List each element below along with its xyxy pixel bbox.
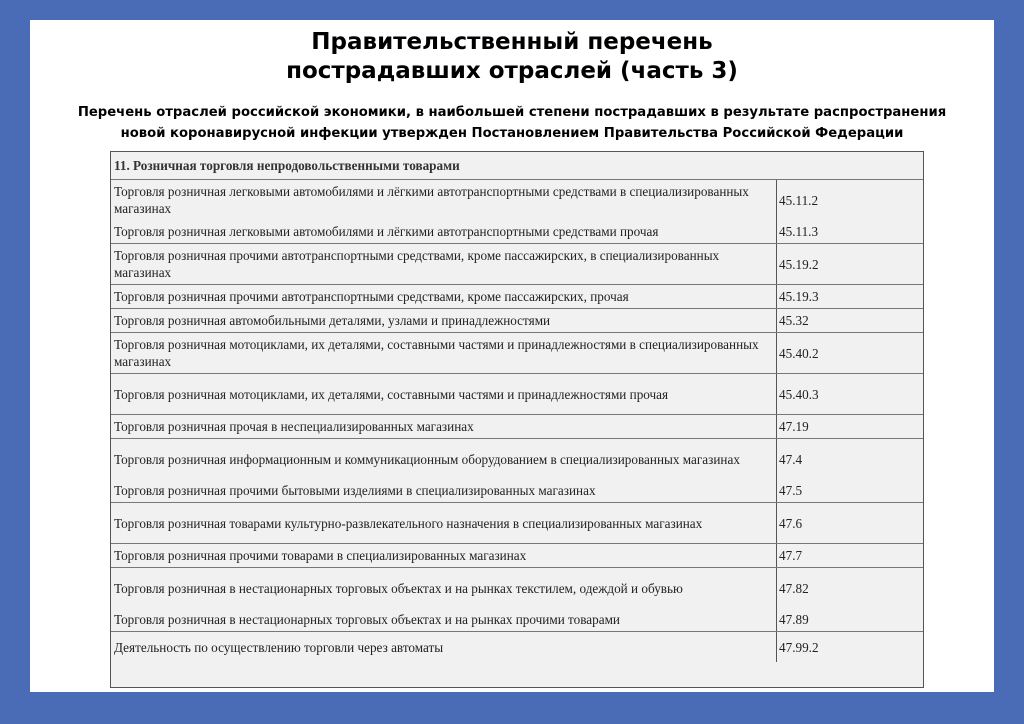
activity-name-cell [111, 180, 777, 243]
okved-code: 47.7 [779, 548, 803, 563]
activity-name: Торговля розничная товарами культурно-развлекательного назначения в специализированных магазинах [114, 515, 703, 531]
slide-subtitle [30, 102, 994, 144]
activity-name-cell [111, 244, 777, 284]
okved-code-cell [777, 285, 923, 308]
activity-name-cell [111, 568, 777, 631]
okved-code: 47.99.2 [779, 639, 819, 655]
activity-name-cell [111, 415, 777, 438]
activity-name-cell [111, 333, 777, 373]
table-row [111, 309, 923, 333]
activity-name: Торговля розничная автомобильными деталями, узлами и принадлежностями [114, 313, 551, 328]
okved-code-cell [777, 333, 923, 373]
activity-name: Торговля розничная мотоциклами, их деталями, составными частями и принадлежностями прочая [114, 386, 669, 402]
activity-name: Торговля розничная легковыми автомобилями и лёгкими автотранспортными средствами прочая [114, 224, 659, 239]
activity-name-cell [111, 374, 777, 414]
okved-code-cell [777, 503, 923, 543]
subtitle-line-1: Перечень отраслей российской экономики, в наибольшей степени пострадавших в результате распространения [77, 105, 947, 120]
title-line-1: Правительственный перечень [311, 29, 713, 55]
okved-code: 45.11.2 [779, 192, 819, 208]
okved-code-cell [777, 374, 923, 414]
activity-name: Торговля розничная прочими бытовыми изделиями в специализированных магазинах [114, 483, 596, 498]
activity-name-cell [111, 544, 777, 567]
okved-code: 45.40.2 [779, 345, 819, 361]
table-row [111, 415, 923, 439]
okved-code: 47.5 [779, 483, 803, 498]
okved-code: 45.40.3 [779, 386, 819, 402]
okved-code: 45.32 [779, 313, 809, 328]
industries-table [110, 151, 924, 688]
okved-code-cell [777, 415, 923, 438]
activity-name: Торговля розничная прочими товарами в специализированных магазинах [114, 548, 527, 563]
table-row [111, 632, 923, 662]
okved-code: 47.4 [779, 451, 803, 467]
activity-name-cell [111, 503, 777, 543]
activity-name: Торговля розничная в нестационарных торговых объектах и на рынках прочими товарами [114, 612, 620, 627]
activity-name: Торговля розничная прочая в неспециализированных магазинах [114, 419, 474, 434]
activity-name: Торговля розничная легковыми автомобилями и лёгкими автотранспортными средствами в специализированных магазинах [114, 184, 749, 216]
activity-name-cell [111, 439, 777, 502]
activity-name-cell [111, 285, 777, 308]
okved-code: 45.11.3 [779, 224, 819, 239]
activity-name: Торговля розничная информационным и коммуникационным оборудованием в специализированных магазинах [114, 451, 740, 467]
activity-name: Деятельность по осуществлению торговли через автоматы [114, 639, 444, 655]
table-row [111, 544, 923, 568]
okved-code-cell [777, 244, 923, 284]
table-row [111, 503, 923, 544]
slide-title [30, 28, 994, 86]
table-row [111, 333, 923, 374]
table-row [111, 244, 923, 285]
activity-name: Торговля розничная прочими автотранспортными средствами, кроме пассажирских, прочая [114, 289, 629, 304]
table-row [111, 180, 923, 244]
activity-name: Торговля розничная прочими автотранспортными средствами, кроме пассажирских, в специализированных магазинах [114, 248, 720, 280]
title-line-2: пострадавших отраслей (часть 3) [286, 58, 738, 84]
okved-code: 45.19.3 [779, 289, 819, 304]
activity-name: Торговля розничная мотоциклами, их деталями, составными частями и принадлежностями в специализированных магазинах [114, 337, 759, 369]
okved-code-cell [777, 309, 923, 332]
activity-name-cell [111, 309, 777, 332]
okved-code-cell [777, 568, 923, 631]
subtitle-line-2: новой коронавирусной инфекции утвержден Постановлением Правительства Российской Федерации [120, 126, 904, 141]
table-row [111, 374, 923, 415]
slide [30, 20, 994, 692]
okved-code-cell [777, 439, 923, 502]
okved-code: 47.89 [779, 612, 809, 627]
activity-name-cell [111, 632, 777, 662]
table-row [111, 568, 923, 632]
okved-code: 45.19.2 [779, 256, 819, 272]
table-row [111, 439, 923, 503]
okved-code: 47.6 [779, 515, 803, 531]
okved-code: 47.19 [779, 419, 809, 434]
okved-code-cell [777, 632, 923, 662]
table-header: 11. Розничная торговля непродовольственными товарами [111, 152, 923, 180]
table-row [111, 285, 923, 309]
okved-code-cell [777, 180, 923, 243]
activity-name: Торговля розничная в нестационарных торговых объектах и на рынках текстилем, одеждой и обувью [114, 580, 683, 596]
okved-code: 47.82 [779, 580, 809, 596]
okved-code-cell [777, 544, 923, 567]
